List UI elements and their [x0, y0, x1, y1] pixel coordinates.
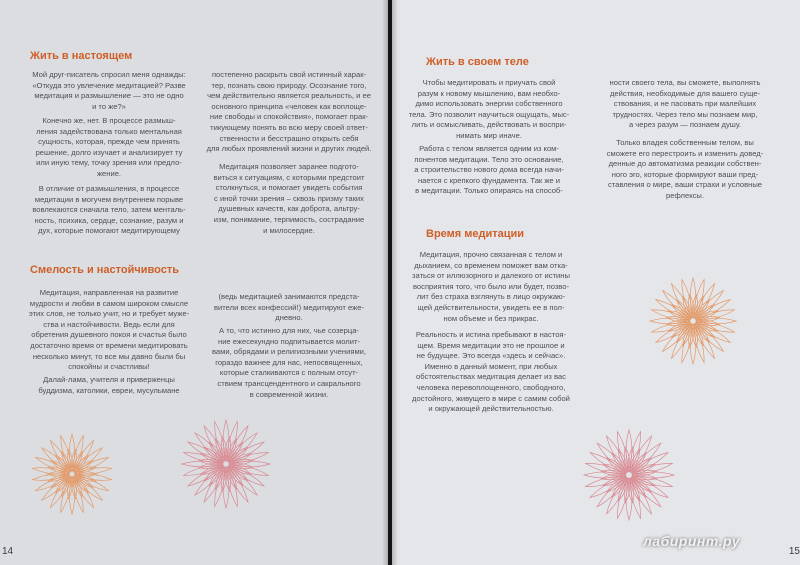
right-col1-block1: Чтобы медитировать и приучать свой разум к новому мышлению, вам необхо- димо использовать энергии собственного тела. Это позволит научиться ощущать, мыс- лить и осмысливать, действовать и воспри- нимать мир иначе. — [408, 78, 570, 140]
left-col1-block4: Медитация, направленная на развитие мудрости и любви в самом широком смысле этих слов, не только учит, но и требует муже- ства и настойчивости. Ведь если для обретения душевного покоя и счастья было достаточно время от времени медитировать несколько минут, то все мы давно были бы спокойны и счастливы! — [28, 288, 190, 372]
flower-ornament-pink-icon — [582, 428, 676, 522]
left-page — [0, 0, 388, 565]
heading-meditation-time: Время медитации — [426, 228, 525, 240]
right-col2-block2: Только владея собственным телом, вы сможете его перестроить и изменить довед- денные до автоматизма реакции собствен- ного эго, которые формируют ваши пред- ставления о мире, ваши страхи и условные рефлексы. — [606, 138, 764, 200]
right-col1-block2: Работа с телом является одним из ком- понентов медитации. Тело это основание, а строительство нового дома всегда начи- нается с крепкого фундамента. Так же и в медитации. Только опираясь на способ- — [414, 144, 564, 196]
left-col2-block2: Медитация позволяет заранее подгото- виться к ситуациям, с которыми предстоит столкнуться, и помогает увидеть события с иной точки зрения – сквозь призму таких душевных качеств, как доброта, альтру- изм, понимание, терпимость, сострадание и милосердие. — [213, 162, 365, 235]
flower-ornament-pink-icon — [180, 418, 272, 510]
left-col2-block1: постепенно раскрыть свой истинный харак- тер, познать свою природу. Осознание того, чем действительно является реальность, и ее основного принципа «человек как воплоще- ние свободы и спокойствия», помогает прак- тикующему понять во всю меру своей ответ- ственности и бесстрашно открыть себя для любых проявлений жизни и других людей. — [206, 70, 372, 154]
flower-ornament-orange-icon — [30, 432, 114, 516]
right-col1-block3: Медитация, прочно связанная с телом и дыханием, со временем поможет вам отка- заться от иллюзорного и далекого от истины восприятия того, что было или будет, позво- лит без страха взглянуть в лицо окружаю- щей действительности, увидеть ее в пол- ном объеме и без прикрас. — [412, 250, 570, 323]
heading-courage: Смелость и настойчивость — [30, 264, 179, 276]
watermark-logo: лабиринт.ру — [643, 533, 740, 549]
page-number-left: 14 — [2, 546, 14, 557]
left-col1-block5: Далай-лама, учителя и приверженцы буддизма, католики, евреи, мусульмане — [38, 375, 180, 395]
heading-live-in-body: Жить в своем теле — [426, 56, 529, 68]
left-col1-block1: Мой друг-писатель спросил меня однажды: «Откуда это увлечение медитацией? Разве медитация и размышление — это не одно и то же?» — [32, 70, 186, 111]
right-col2-block1: ности своего тела, вы сможете, выполнять действия, необходимые для вашего суще- ствования, и не пасовать при малейших трудностях. Через тело мы познаем мир, а через разум — познаем душу. — [609, 78, 761, 130]
left-col2-block4: А то, что истинно для них, чье созерца- ние ежесекундно подпитывается молит- вами, обрядами и религиозными учениями, гораздо важнее для нас, непосвященных, которые сталкиваются с полным отсут- ствием трансцендентного и сакрального в современной жизни. — [211, 326, 367, 399]
left-col2-block3: (ведь медитацией занимаются предста- вители всех конфессий!) медитируют еже- дневно. — [214, 292, 364, 323]
page-number-right: 15 — [788, 546, 800, 557]
heading-live-in-present: Жить в настоящем — [30, 50, 133, 62]
right-page — [392, 0, 800, 565]
left-col1-block2: Конечно же, нет. В процессе размыш- ления задействована только ментальная сущность, которая, прежде чем принять решение, долго изучает и анализирует ту или иную тему, точку зрения или предло- жение. — [35, 116, 183, 178]
book-spine — [382, 0, 398, 565]
right-col1-block4: Реальность и истина пребывают в настоя- щем. Время медитации это не прошлое и не будущее. Это всегда «здесь и сейчас». Именно в данный момент, при любых обстоятельствах медитация делает из вас человека перевоплощенного, свободного, достойного, живущего в мире с самим собой и окружающей действительностью. — [412, 330, 570, 414]
left-col1-block3: В отличие от размышления, в процессе медитации в могучем внутреннем порыве вовлекаются сначала тело, затем менталь- ность, психика, сердце, сознание, разум и дух, которые помогают медитирующему — [32, 184, 186, 236]
flower-ornament-orange-icon — [648, 276, 738, 366]
